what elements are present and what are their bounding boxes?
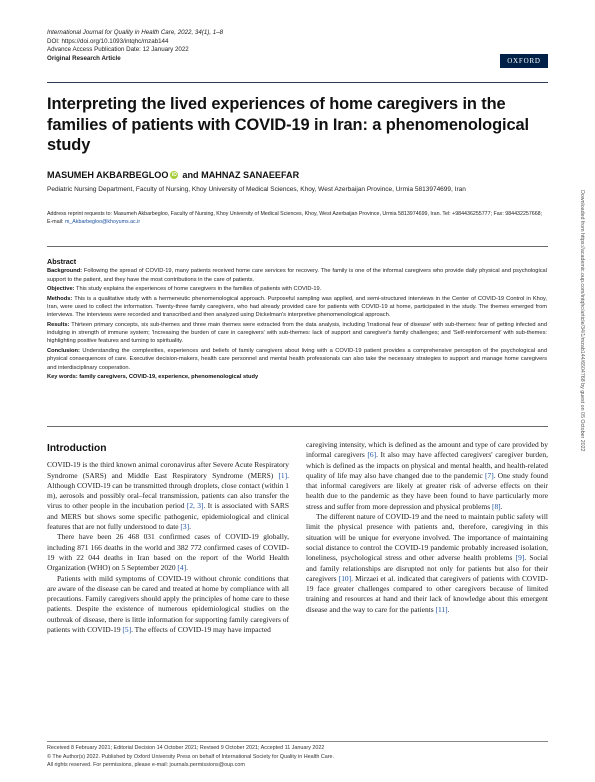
abstract-conclusion: Conclusion: Understanding the complexities, experiences and beliefs of family caregivers about living with a COVID-19 patient provides a comprehensive perception of the psychological and physical consequences of care. Executive decision-makers, health care personnel and mental health professionals can also take the necessary strategies to support and manage home caregivers and interdisciplinary cooperation.	[47, 348, 547, 371]
footer	[47, 744, 552, 770]
abstract	[47, 258, 547, 383]
abstract-top-divider	[47, 246, 548, 247]
author-name[interactable]: MASUMEH AKBARBEGLOO	[47, 170, 169, 180]
received-dates: Received 8 February 2021; Editorial Decision 14 October 2021; Revised 9 October 2021; Accepted 11 January 2022	[47, 745, 325, 751]
body-paragraph: Patients with mild symptoms of COVID-19 without chronic conditions that are aware of the disease can be cared and treated at home by compliance with all precautions. Family caregivers should apply the principles of home care to these patients. Despite the existence of numerous epidemiological studies on the outbreak of disease, there is little information for supporting family caregivers of patients with COVID-19 [5]. The effects of COVID-19 may have impacted	[47, 573, 289, 635]
orcid-icon[interactable]: iD	[171, 172, 177, 178]
abstract-bottom-divider	[47, 426, 548, 427]
journal-citation: International Journal for Quality in Health Care, 2022, 34(1), 1–8	[47, 29, 224, 36]
body-column-right	[306, 440, 548, 615]
body-paragraph: COVID-19 is the third known animal coronavirus after Severe Acute Respiratory Syndrome (SARS) and Middle East Respiratory Syndrome (MERS) [1]. Although COVID-19 can be transmitted through droplets, close contact (within 1 m), aerosols and possibly oral–fecal transmission, patients can also transfer the virus to other people in the incubation period [2, 3]. It is associated with SARS and MERS but shows some specific pathogenic, epidemiological and clinical features that are not fully understood to date [3].	[47, 460, 289, 532]
download-notice	[575, 190, 587, 770]
author-name[interactable]: MAHNAZ SANAEEFAR	[201, 170, 300, 180]
citation-link[interactable]: [8]	[491, 501, 501, 511]
copyright-notice: © The Author(s) 2022. Published by Oxford University Press on behalf of International Society for Quality in Health Care.	[47, 753, 335, 760]
article-title: Interpreting the lived experiences of home caregivers in the families of patients with COVID-19 in Iran: a phenomenological study	[47, 95, 529, 154]
article-type: Original Research Article	[47, 54, 121, 62]
body-paragraph: There have been 26 468 031 confirmed cases of COVID-19 globally, including 871 166 deaths in the world and 382 772 confirmed cases of COVID-19 with 22 044 deaths in Iran based on the report of the World Health Organization (WHO) on 5 September 2020 [4].	[47, 532, 289, 573]
author-line	[47, 170, 299, 180]
body-column-left	[47, 444, 289, 635]
citation-link[interactable]: [6]	[367, 450, 377, 460]
citation-link[interactable]: [2, 3]	[186, 501, 204, 511]
citation-link[interactable]: [10]	[338, 573, 352, 583]
abstract-heading: Abstract	[47, 257, 77, 266]
citation-link[interactable]: [5]	[122, 625, 132, 635]
citation-link[interactable]: [9]	[515, 553, 525, 563]
doi-link[interactable]: DOI: https://doi.org/10.1093/intqhc/mzab144	[47, 37, 169, 45]
body-paragraph: caregiving intensity, which is defined as the amount and type of care provided by informal caregivers [6]. It also may have affected caregivers' caregiver burden, which is defined as the impacts on physical and mental health, and health-related quality of life may also have changed due to the pandemic [7]. One study found that informal caregivers are likely at greater risk of adverse effects on their health due to the pandemic as they have been found to have particularly more stress and suffer from more depression and physical problems [8].	[306, 440, 548, 511]
abstract-background: Background: Following the spread of COVID-19, many patients received home care services for recovery. The family is one of the informal caregivers who provide daily physical and psychological support to the patient, and they have the most contributions in the care of patients.	[47, 268, 547, 283]
body-paragraph: The different nature of COVID-19 and the need to maintain public safety will limit the physical presence with patients and, therefore, caregiving in this situation will be unique for everyone involved. The importance of maintaining social distance to control the COVID-19 pandemic probably increased isolation, loneliness, psychological stress and other adverse health problems [9]. Social and family relationships are disrupted not only for patients but also for their caregivers [10]. Mirzaei et al. indicated that caregivers of patients with COVID-19 face greater challenges compared to other caregivers because of limited training and resources at hand and their lack of knowledge about this emergent disease and the way to care for the patients [11].	[306, 512, 548, 614]
abstract-results: Results: Thirteen primary concepts, six sub-themes and three main themes were extracted from the data analysis, including 'Irrational fear of disease' with sub-themes: fear of getting infected and indulging in strength of immune system; 'Increasing the burden of care in caregivers' with sub-themes: lack of support and caregiver's family challenges; and 'Self-reinforcement' with sub-themes: highlighting positive features and turning to spirituality.	[47, 321, 547, 345]
header-divider	[47, 82, 548, 83]
citation-link[interactable]: [1]	[278, 470, 288, 480]
section-heading-introduction: Introduction	[47, 443, 107, 454]
abstract-objective: Objective: This study explains the experiences of home caregivers in the families of patients with COVID-19.	[47, 286, 322, 293]
citation-link[interactable]: [11]	[435, 604, 448, 614]
abstract-keywords: Key words: family caregivers, COVID-19, experience, phenomenological study	[47, 374, 259, 381]
citation-link[interactable]: [7]	[485, 470, 494, 480]
address-text: Address reprint requests to: Masumeh Akbarbegloo, Faculty of Nursing, Khoy University of Medical Sciences, Khoy, West Azerbaijan Province, Urmia 5813974699, Iran. Tel: +984436255777; Fax: 984432257668; E-mail:	[47, 211, 543, 226]
email-link[interactable]: m_Akbarbegloo@khoyums.ac.ir	[64, 219, 141, 226]
permissions-notice: All rights reserved. For permissions, please e-mail: journals.permissions@oup.com	[47, 762, 245, 769]
correspondence-address	[47, 210, 547, 226]
author-connector: and	[182, 170, 199, 180]
citation-link[interactable]: [4]	[177, 563, 187, 573]
citation-link[interactable]: [3]	[180, 522, 190, 532]
abstract-methods: Methods: This is a qualitative study with a hermeneutic phenomenological approach. Purposeful sampling was applied, and semi-structured interviews in the Center of COVID-19 Control in Khoy, Iran, were used to collect the information. Twenty-three family caregivers, who had already provided care for patients with COVID-19 at home, participated in the study. The themes emerged from interviews. The interviews were recorded and transcribed and then analyzed using Dickelman's interpretive phenomenological approach.	[47, 295, 547, 319]
affiliation: Pediatric Nursing Department, Faculty of Nursing, Khoy University of Medical Sciences, Khoy, West Azerbaijan Province, Urmia 5813974699, Iran	[47, 186, 466, 193]
footer-divider	[47, 741, 548, 742]
oxford-logo: OXFORD	[500, 54, 548, 68]
journal-meta	[47, 29, 223, 63]
advance-access-date: Advance Access Publication Date: 12 January 2022	[47, 46, 189, 54]
download-notice-text: Downloaded from https://academic.oup.com/intqhc/article/34/1/mzab144/6504768 by guest on 05 October 2022	[579, 190, 585, 452]
